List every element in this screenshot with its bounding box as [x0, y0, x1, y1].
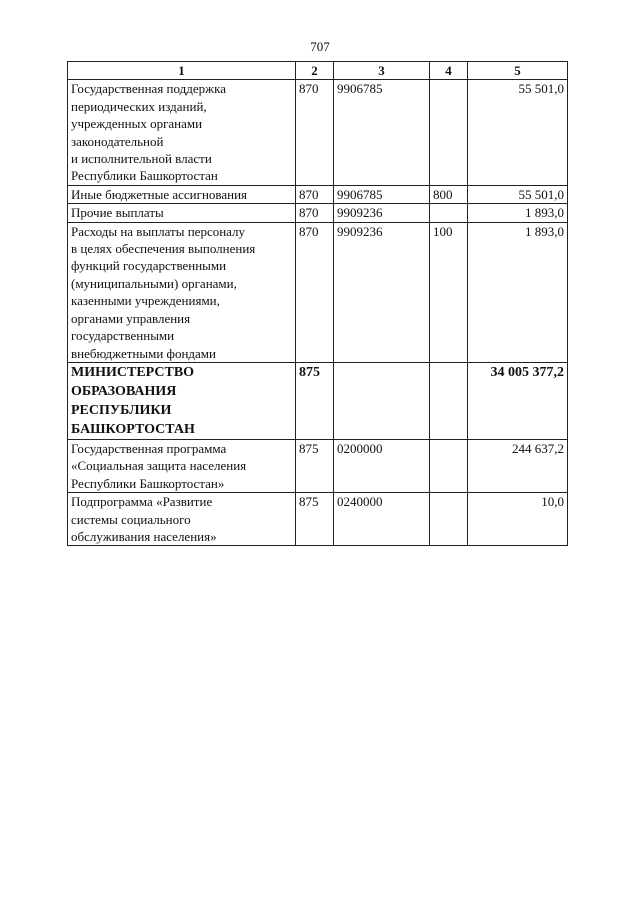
- row-name: Государственная программа «Социальная защита населения Республики Башкортостан»: [68, 439, 296, 492]
- row-amount: 34 005 377,2: [468, 362, 568, 439]
- row-target-code: 9909236: [334, 222, 430, 362]
- row-department-code: 875: [296, 493, 334, 546]
- table-row: [68, 185, 568, 203]
- row-amount: 55 501,0: [468, 80, 568, 185]
- row-name: Прочие выплаты: [68, 204, 296, 222]
- header-col-1: 1: [68, 62, 296, 80]
- table-header-row: [68, 62, 568, 80]
- row-expense-type: [430, 493, 468, 546]
- row-target-code: 9906785: [334, 80, 430, 185]
- row-target-code: [334, 362, 430, 439]
- row-amount: 244 637,2: [468, 439, 568, 492]
- header-col-3: 3: [334, 62, 430, 80]
- row-department-code: 870: [296, 185, 334, 203]
- table-row: [68, 204, 568, 222]
- table-row: [68, 493, 568, 546]
- table-row: [68, 80, 568, 185]
- row-expense-type: 800: [430, 185, 468, 203]
- row-target-code: 9909236: [334, 204, 430, 222]
- budget-table: [67, 61, 568, 546]
- row-amount: 1 893,0: [468, 222, 568, 362]
- row-name: МИНИСТЕРСТВО ОБРАЗОВАНИЯ РЕСПУБЛИКИ БАШКОРТОСТАН: [68, 362, 296, 439]
- page-number: 707: [310, 39, 330, 54]
- row-name: Государственная поддержка периодических изданий, учрежденных органами законодательной и исполнительной власти Республики Башкортостан: [68, 80, 296, 185]
- row-department-code: 870: [296, 222, 334, 362]
- row-expense-type: [430, 204, 468, 222]
- row-target-code: 9906785: [334, 185, 430, 203]
- row-name: Расходы на выплаты персоналу в целях обеспечения выполнения функций государственными (муниципальными) органами, казенными учреждениями, органами управления государственными внебюджетными фондами: [68, 222, 296, 362]
- header-col-2: 2: [296, 62, 334, 80]
- row-name: Подпрограмма «Развитие системы социального обслуживания населения»: [68, 493, 296, 546]
- row-target-code: 0200000: [334, 439, 430, 492]
- row-department-code: 875: [296, 362, 334, 439]
- row-department-code: 870: [296, 204, 334, 222]
- row-expense-type: [430, 362, 468, 439]
- row-name: Иные бюджетные ассигнования: [68, 185, 296, 203]
- row-expense-type: 100: [430, 222, 468, 362]
- table-row: [68, 439, 568, 492]
- header-col-5: 5: [468, 62, 568, 80]
- table-row: [68, 222, 568, 362]
- row-amount: 1 893,0: [468, 204, 568, 222]
- row-department-code: 875: [296, 439, 334, 492]
- row-expense-type: [430, 80, 468, 185]
- row-target-code: 0240000: [334, 493, 430, 546]
- header-col-4: 4: [430, 62, 468, 80]
- row-department-code: 870: [296, 80, 334, 185]
- table-row-ministry: [68, 362, 568, 439]
- row-amount: 10,0: [468, 493, 568, 546]
- row-amount: 55 501,0: [468, 185, 568, 203]
- row-expense-type: [430, 439, 468, 492]
